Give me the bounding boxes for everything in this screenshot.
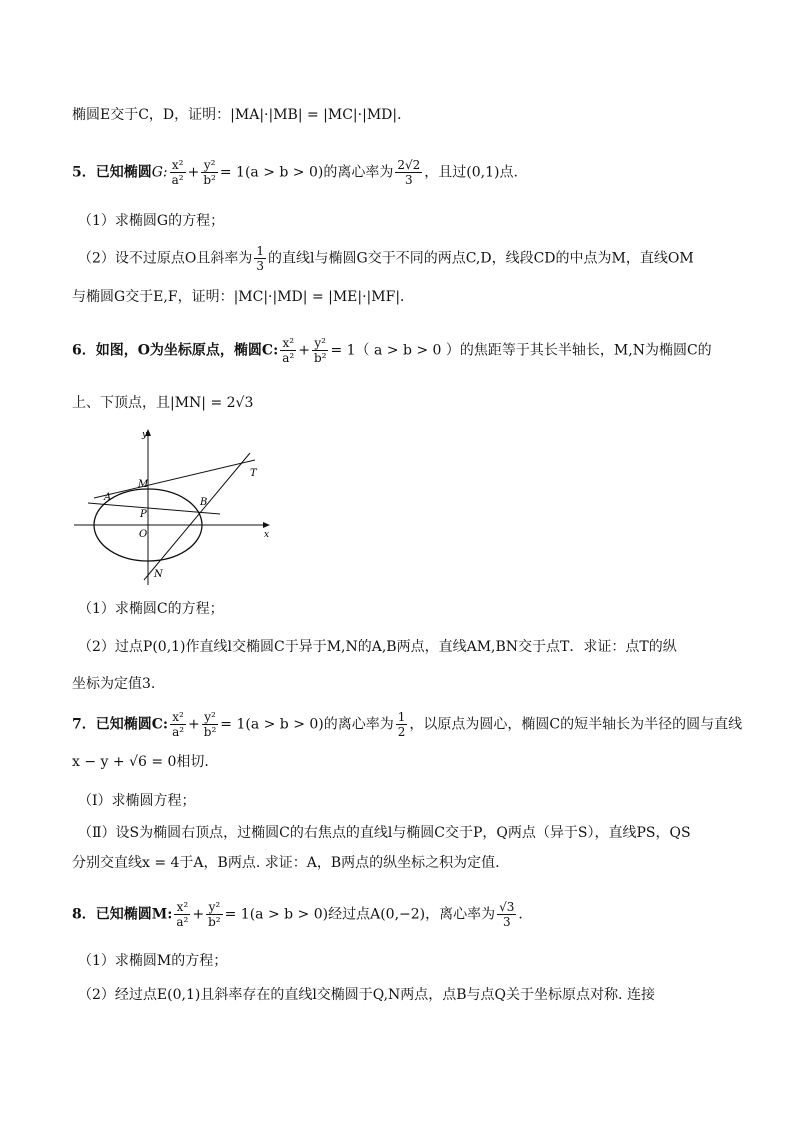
fraction: $\frac{2√2}{3}$	[397, 158, 421, 187]
question-number: 8．已知椭圆M:	[72, 906, 173, 923]
text: = 1（ a > b > 0 ）的焦距等于其长半轴长，M,N为椭圆C的	[330, 342, 712, 359]
label-M: M	[138, 479, 149, 490]
text: （2）设不过原点O且斜率为	[78, 250, 253, 267]
question-7-part-2-cont: 分别交直线x = 4于A，B两点. 求证：A，B两点的纵坐标之积为定值.	[72, 855, 500, 871]
label-T: T	[250, 468, 257, 479]
line-AMT	[94, 460, 255, 498]
question-7-stem-cont: x − y + √6 = 0相切.	[72, 754, 209, 770]
line-NBT	[144, 453, 250, 580]
text: = 1(a > b > 0)的离心率为	[220, 716, 394, 733]
label-O: O	[139, 529, 148, 540]
text-line: 椭圆E交于C，D，证明：|MA|·|MB| = |MC|·|MD|．	[72, 107, 412, 123]
question-8-stem: 8．已知椭圆M: $\frac{\text{x²}}{\text{a²}}$ + $\frac{\text{y²}}{\text{b²}}$ = 1(a > b > 0)经过点A(0,−2)，离心率为 $\frac{√3}{3}$ ．	[72, 900, 533, 929]
label-P: P	[140, 509, 147, 520]
fraction: $\frac{\text{x²}}{\text{a²}}$	[171, 158, 184, 187]
fraction: $\frac{\text{y²}}{\text{b²}}$	[313, 336, 327, 365]
question-6-stem: 6．如图，O为坐标原点，椭圆C: $\frac{\text{x²}}{\text{a²}}$ + $\frac{\text{y²}}{\text{b²}}$ = 1（ a > b > 0 ）的焦距等于其长半轴长，M,N为椭圆C的	[72, 336, 712, 365]
fraction: $\frac{\text{y²}}{\text{b²}}$	[203, 158, 216, 187]
math: +	[187, 164, 200, 181]
question-7-stem: 7．已知椭圆C: $\frac{\text{x²}}{\text{a²}}$ + $\frac{\text{y²}}{\text{b²}}$ = 1(a > b > 0)的离心率为 $\frac{1}{2}$ ，以原点为圆心，椭圆C的短半轴长为半径的圆与直线	[72, 710, 743, 739]
question-8-part-2: （2）经过点E(0,1)且斜率存在的直线l交椭圆于Q,N两点，点B与点Q关于坐标原点对称. 连接	[78, 987, 655, 1003]
math: G:	[151, 164, 168, 181]
label-x: x	[264, 530, 270, 540]
question-5-part-1: （1）求椭圆G的方程；	[78, 213, 225, 229]
text: 的直线l与椭圆G交于不同的两点C,D，线段CD的中点为M，直线OM	[268, 250, 694, 267]
text: ．	[518, 906, 533, 923]
fraction: $\frac{\text{x²}}{\text{a²}}$	[282, 336, 295, 365]
question-8-part-1: （1）求椭圆M的方程；	[78, 953, 228, 969]
text: = 1(a > b > 0)经过点A(0,−2)，离心率为	[224, 906, 496, 923]
label-N: N	[154, 569, 163, 580]
fraction: $\frac{\text{x²}}{\text{a²}}$	[172, 710, 185, 739]
text: ，以原点为圆心，椭圆C的短半轴长为半径的圆与直线	[409, 716, 743, 733]
question-number: 5．已知椭圆	[72, 164, 152, 181]
question-6-stem-cont: 上、下顶点，且|MN| = 2√3	[72, 395, 254, 411]
text: ，且过(0,1)点.	[424, 164, 518, 181]
question-5-stem	[72, 158, 518, 187]
question-number: 7．已知椭圆C:	[72, 716, 169, 733]
question-6-part-1: （1）求椭圆C的方程；	[78, 601, 224, 617]
label-A: A	[104, 492, 112, 503]
x-axis-arrow	[263, 522, 270, 528]
fraction: $\frac{1}{2}$	[397, 710, 406, 739]
question-5-part-2	[78, 244, 694, 273]
fraction: $\frac{\text{y²}}{\text{b²}}$	[203, 710, 217, 739]
question-number: 6．如图，O为坐标原点，椭圆C:	[72, 342, 279, 359]
question-6-part-2: （2）过点P(0,1)作直线l交椭圆C于异于M,N的A,B两点，直线AM,BN交于点T．求证：点T的纵	[78, 639, 677, 655]
ellipse-figure	[70, 425, 280, 590]
fraction: $\frac{√3}{3}$	[499, 900, 515, 929]
question-7-part-2: （Ⅱ）设S为椭圆右顶点，过椭圆C的右焦点的直线l与椭圆C交于P，Q两点（异于S），直线PS，QS	[78, 825, 691, 841]
label-B: B	[200, 497, 208, 508]
fraction: $\frac{1}{3}$	[256, 244, 265, 273]
fraction: $\frac{\text{x²}}{\text{a²}}$	[176, 900, 189, 929]
question-5-part-2-cont: 与椭圆G交于E,F，证明：|MC|·|MD| = |ME|·|MF|．	[72, 289, 415, 305]
text: = 1(a > b > 0)的离心率为	[219, 164, 394, 181]
question-6-part-2-cont: 坐标为定值3.	[72, 676, 156, 692]
label-y: y	[142, 430, 148, 440]
fraction: $\frac{\text{y²}}{\text{b²}}$	[208, 900, 221, 929]
question-7-part-1: （Ⅰ）求椭圆方程；	[78, 793, 196, 809]
